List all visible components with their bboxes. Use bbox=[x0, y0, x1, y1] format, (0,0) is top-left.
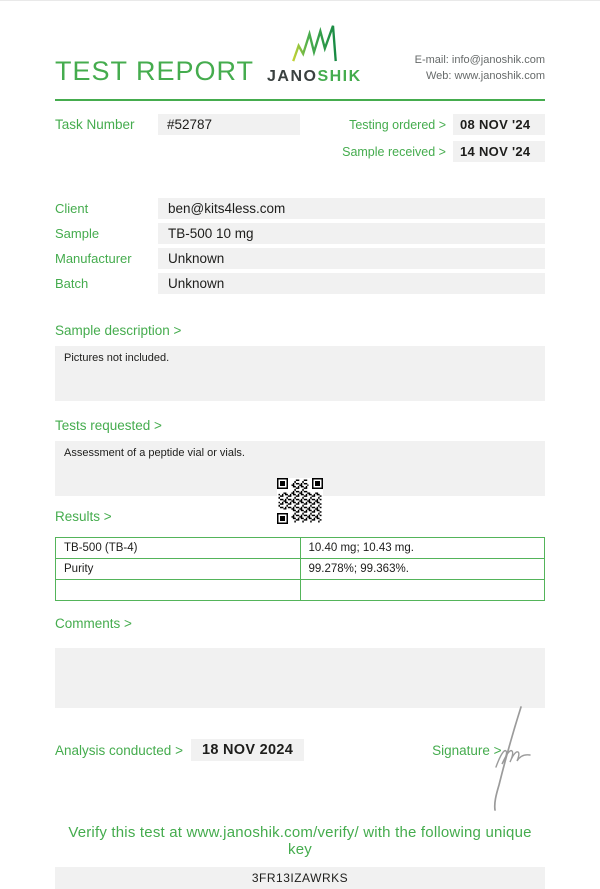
sample-description-heading: Sample description > bbox=[55, 323, 182, 338]
dates-block bbox=[334, 114, 545, 168]
analysis-conducted-label: Analysis conducted > bbox=[55, 742, 183, 758]
sample-label: Sample bbox=[55, 226, 100, 241]
testing-ordered-row bbox=[334, 114, 545, 135]
contact-block bbox=[415, 52, 545, 84]
sample-description-box: Pictures not included. bbox=[55, 346, 545, 401]
result-name-cell bbox=[56, 580, 301, 601]
manufacturer-value: Unknown bbox=[158, 248, 545, 269]
janoshik-logo bbox=[267, 24, 362, 85]
unique-key-value: 3FR13IZAWRKS bbox=[55, 867, 545, 889]
tests-requested-heading: Tests requested > bbox=[55, 418, 162, 433]
client-label: Client bbox=[55, 201, 89, 216]
results-table bbox=[55, 537, 545, 601]
result-value-cell: 10.40 mg; 10.43 mg. bbox=[300, 538, 545, 559]
result-name-cell: TB-500 (TB-4) bbox=[56, 538, 301, 559]
sample-received-label: Sample received > bbox=[342, 144, 446, 159]
sample-received-row bbox=[334, 141, 545, 162]
result-value-cell: 99.278%; 99.363%. bbox=[300, 559, 545, 580]
info-row-batch bbox=[55, 273, 545, 294]
table-row bbox=[56, 580, 545, 601]
signature-label: Signature > bbox=[432, 742, 502, 758]
email-line: E-mail: info@janoshik.com bbox=[414, 54, 545, 66]
task-number-value: #52787 bbox=[158, 114, 300, 135]
task-section bbox=[55, 114, 545, 168]
table-row bbox=[56, 538, 545, 559]
signature-icon bbox=[483, 703, 535, 818]
sample-info-section bbox=[55, 198, 545, 294]
tests-requested-box: Assessment of a peptide vial or vials. bbox=[55, 441, 545, 496]
result-value-cell bbox=[300, 580, 545, 601]
verify-instruction: Verify this test at www.janoshik.com/verify/ with the following unique key bbox=[68, 824, 532, 858]
result-name-cell: Purity bbox=[56, 559, 301, 580]
sample-received-value: 14 NOV '24 bbox=[453, 141, 545, 162]
sample-value: TB-500 10 mg bbox=[158, 223, 545, 244]
manufacturer-label: Manufacturer bbox=[55, 251, 132, 266]
header-divider bbox=[55, 99, 545, 101]
comments-box bbox=[55, 648, 545, 708]
table-row bbox=[56, 559, 545, 580]
testing-ordered-value: 08 NOV '24 bbox=[453, 114, 545, 135]
testing-ordered-label: Testing ordered > bbox=[349, 117, 446, 132]
batch-value: Unknown bbox=[158, 273, 545, 294]
logo-wordmark: JANOSHIK bbox=[266, 68, 362, 85]
info-row-sample bbox=[55, 223, 545, 244]
report-header bbox=[0, 1, 600, 85]
info-row-client bbox=[55, 198, 545, 219]
results-section bbox=[55, 509, 545, 601]
client-value: ben@kits4less.com bbox=[158, 198, 545, 219]
comments-heading: Comments > bbox=[55, 616, 132, 631]
qr-code-icon bbox=[277, 478, 323, 524]
batch-label: Batch bbox=[55, 276, 89, 291]
info-row-manufacturer bbox=[55, 248, 545, 269]
analysis-date-value: 18 NOV 2024 bbox=[191, 739, 304, 761]
chart-spikes-icon bbox=[288, 24, 340, 67]
web-line: Web: www.janoshik.com bbox=[425, 70, 545, 82]
analysis-signature-row bbox=[55, 739, 545, 761]
results-heading: Results > bbox=[55, 509, 112, 524]
page-title: TEST REPORT bbox=[55, 56, 255, 86]
task-number-label: Task Number bbox=[55, 117, 135, 132]
